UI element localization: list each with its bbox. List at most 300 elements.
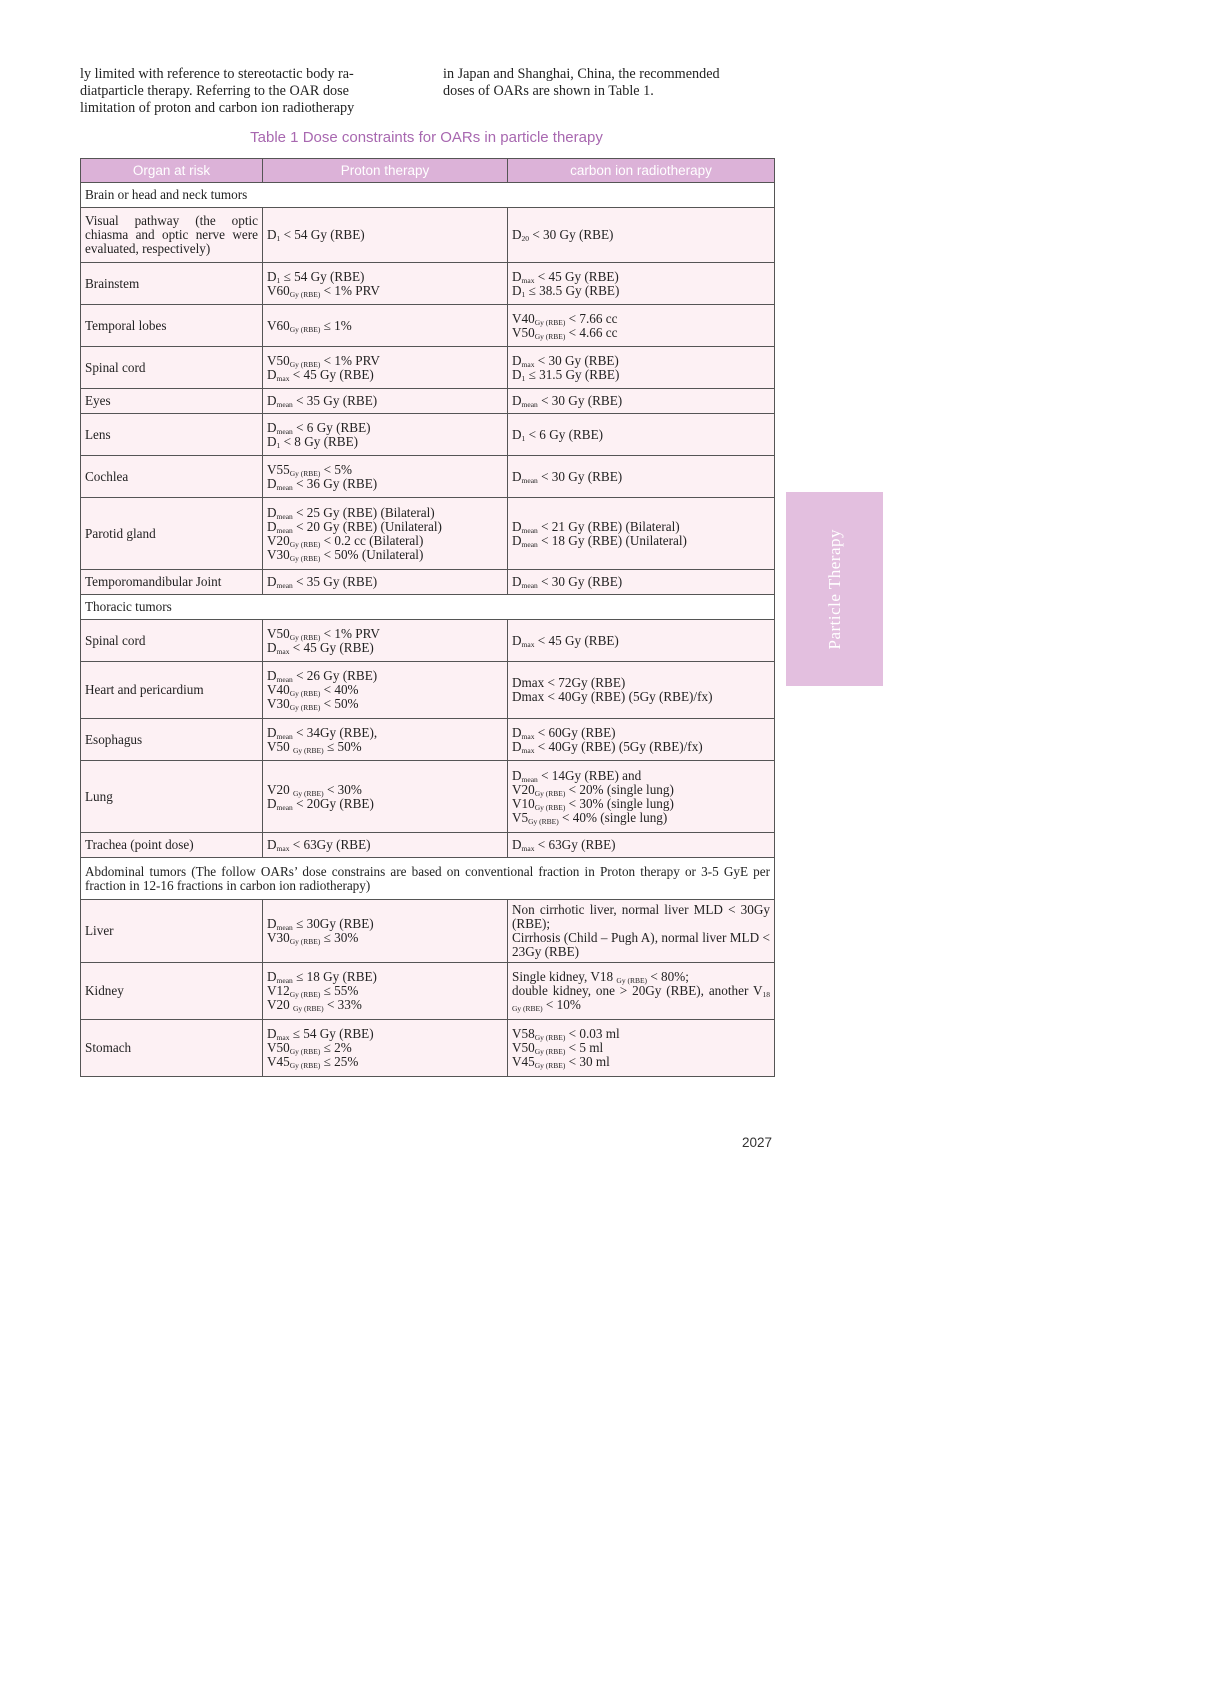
- dose-text: D: [512, 352, 522, 368]
- dose-line: [512, 228, 770, 242]
- proton-cell: [263, 719, 508, 761]
- carbon-cell: [508, 761, 775, 833]
- dose-text: < 63Gy (RBE): [534, 837, 616, 852]
- section-label: Thoracic tumors: [81, 595, 775, 620]
- dose-text: ≤ 2%: [320, 1040, 352, 1055]
- dose-text: D: [512, 738, 522, 754]
- subscript: 1: [521, 433, 526, 443]
- proton-cell: [263, 263, 508, 305]
- subscript: mean: [276, 426, 293, 436]
- table-caption: Table 1 Dose constraints for OARs in particle therapy: [250, 129, 603, 146]
- dose-line: [267, 797, 503, 811]
- dose-text: D: [512, 837, 522, 852]
- proton-cell: [263, 1020, 508, 1077]
- subscript: Gy (RBE): [289, 359, 321, 369]
- organ-cell: Temporal lobes: [81, 305, 263, 347]
- carbon-cell: [508, 570, 775, 595]
- dose-text: D: [267, 724, 277, 740]
- dose-text: D: [267, 475, 277, 491]
- dose-line: [512, 634, 770, 648]
- table-body: [81, 183, 775, 1077]
- proton-cell: [263, 662, 508, 719]
- dose-line: [512, 575, 770, 589]
- body-line: diatparticle therapy. Referring to the OAR dose: [80, 83, 349, 99]
- dose-line: [267, 697, 503, 711]
- dose-line: [267, 228, 503, 242]
- dose-text: < 30%: [323, 781, 362, 797]
- subscript: max: [521, 844, 535, 853]
- table-row: [81, 498, 775, 570]
- dose-text: ≤ 38.5 Gy (RBE): [525, 282, 620, 298]
- carbon-cell: [508, 347, 775, 389]
- carbon-cell: [508, 389, 775, 414]
- subscript: mean: [276, 802, 293, 812]
- dose-line: [267, 575, 503, 589]
- dose-text: D: [512, 366, 522, 382]
- dose-line: [267, 783, 503, 797]
- dose-text: < 1% PRV: [320, 625, 380, 641]
- dose-text: < 18 Gy (RBE) (Unilateral): [537, 532, 687, 548]
- table-row: [81, 761, 775, 833]
- carbon-cell: [508, 208, 775, 263]
- dose-line: [267, 270, 503, 284]
- dose-line: [512, 769, 770, 783]
- dose-text: < 40% (single lung): [558, 809, 668, 825]
- dose-line: [512, 354, 770, 368]
- header-proton: Proton therapy: [263, 159, 508, 183]
- dose-text: D: [512, 393, 522, 408]
- dose-text: < 1% PRV: [320, 282, 380, 298]
- dose-text: D: [267, 366, 277, 382]
- dose-line: [267, 435, 503, 449]
- organ-cell: Spinal cord: [81, 347, 263, 389]
- dose-line: [267, 548, 503, 562]
- subscript: Gy (RBE): [289, 324, 321, 334]
- dose-text: < 20% (single lung): [565, 781, 674, 797]
- dose-text: V58: [512, 1026, 535, 1041]
- carbon-cell: [508, 719, 775, 761]
- body-text-left: [80, 66, 410, 117]
- dose-line: [267, 838, 503, 852]
- subscript: 1: [276, 440, 281, 450]
- dose-line: [512, 312, 770, 326]
- body-line: limitation of proton and carbon ion radiotherapy: [80, 100, 355, 116]
- subscript: Gy (RBE): [289, 990, 321, 999]
- subscript: mean: [276, 976, 293, 985]
- table-row: [81, 456, 775, 498]
- subscript: Gy (RBE): [534, 1061, 566, 1070]
- dose-text: < 30 Gy (RBE): [537, 468, 623, 484]
- carbon-cell: [508, 1020, 775, 1077]
- carbon-cell: [508, 305, 775, 347]
- dose-text: D: [267, 795, 277, 811]
- dose-text: ≤ 31.5 Gy (RBE): [525, 366, 620, 382]
- dose-text: V60: [267, 317, 290, 333]
- dose-text: V50: [267, 625, 290, 641]
- dose-text: Dmax < 72Gy (RBE): [512, 675, 626, 690]
- dose-text: V40: [267, 682, 290, 697]
- table-row: [81, 1020, 775, 1077]
- proton-cell: [263, 963, 508, 1020]
- dose-text: < 6 Gy (RBE): [525, 426, 604, 442]
- dose-line: [267, 726, 503, 740]
- dose-text: Dmax < 40Gy (RBE) (5Gy (RBE)/fx): [512, 689, 713, 704]
- organ-cell: Liver: [81, 900, 263, 963]
- proton-cell: [263, 347, 508, 389]
- dose-text: ≤ 30%: [320, 930, 359, 945]
- table-row: [81, 662, 775, 719]
- dose-text: ≤ 55%: [320, 983, 359, 998]
- table-header-row: [81, 159, 775, 183]
- subscript: Gy (RBE): [289, 689, 321, 698]
- dose-line: [512, 797, 770, 811]
- dose-line: [512, 903, 770, 931]
- subscript: Gy (RBE): [289, 632, 321, 642]
- subscript: Gy (RBE): [534, 1033, 566, 1042]
- dose-line: [512, 984, 770, 1012]
- organ-cell: Brainstem: [81, 263, 263, 305]
- table-row: [81, 570, 775, 595]
- dose-text: < 5%: [320, 461, 352, 477]
- dose-text: D: [267, 574, 277, 589]
- subscript: max: [521, 745, 535, 755]
- subscript: 1: [276, 275, 281, 285]
- subscript: 18 Gy (RBE): [512, 990, 770, 1013]
- subscript: Gy (RBE): [534, 802, 566, 812]
- subscript: max: [276, 844, 290, 853]
- subscript: Gy (RBE): [534, 317, 566, 327]
- dose-text: D: [267, 419, 277, 435]
- organ-cell: Eyes: [81, 389, 263, 414]
- body-line: ly limited with reference to stereotactic body ra-: [80, 66, 354, 82]
- section-row: [81, 183, 775, 208]
- dose-text: V60: [267, 282, 290, 298]
- dose-text: < 36 Gy (RBE): [292, 475, 378, 491]
- dose-text: Single kidney, V18: [512, 969, 617, 984]
- dose-line: [267, 506, 503, 520]
- subscript: Gy (RBE): [534, 788, 566, 798]
- proton-cell: [263, 305, 508, 347]
- dose-text: V20: [267, 532, 290, 548]
- dose-line: [512, 470, 770, 484]
- subscript: Gy (RBE): [289, 468, 321, 478]
- dose-line: [512, 740, 770, 754]
- dose-text: < 6 Gy (RBE): [292, 419, 371, 435]
- dose-text: ≤ 54 Gy (RBE): [289, 1026, 374, 1041]
- dose-line: [267, 683, 503, 697]
- dose-line: [512, 783, 770, 797]
- dose-text: V50: [267, 738, 294, 754]
- dose-line: [512, 270, 770, 284]
- subscript: Gy (RBE): [289, 703, 321, 712]
- subscript: mean: [276, 731, 293, 741]
- dose-text: D: [512, 767, 522, 783]
- dose-text: D: [267, 837, 277, 852]
- subscript: mean: [276, 511, 293, 521]
- subscript: mean: [521, 525, 538, 535]
- dose-text: < 30 Gy (RBE): [537, 574, 623, 589]
- carbon-cell: [508, 662, 775, 719]
- dose-line: [267, 917, 503, 931]
- dose-text: V55: [267, 461, 290, 477]
- dose-text: < 1% PRV: [320, 352, 380, 368]
- proton-cell: [263, 620, 508, 662]
- dose-line: [512, 931, 770, 959]
- dose-line: [512, 676, 770, 690]
- header-organ: Organ at risk: [81, 159, 263, 183]
- dose-text: D: [267, 916, 277, 931]
- dose-line: [512, 326, 770, 340]
- dose-line: [512, 394, 770, 408]
- dose-text: < 54 Gy (RBE): [280, 227, 365, 242]
- organ-cell: Lens: [81, 414, 263, 456]
- dose-line: [512, 534, 770, 548]
- organ-cell: Cochlea: [81, 456, 263, 498]
- dose-text: < 25 Gy (RBE) (Bilateral): [292, 504, 435, 520]
- dose-text: Cirrhosis (Child – Pugh A), normal liver MLD < 23Gy (RBE): [512, 930, 770, 959]
- dose-text: < 20 Gy (RBE) (Unilateral): [292, 518, 442, 534]
- dose-text: D: [512, 426, 522, 442]
- dose-text: D: [512, 632, 522, 648]
- dose-line: [512, 284, 770, 298]
- table-row: [81, 208, 775, 263]
- subscript: max: [276, 1033, 290, 1042]
- subscript: 20: [521, 234, 530, 243]
- dose-text: ≤ 1%: [320, 317, 352, 333]
- subscript: Gy (RBE): [289, 553, 321, 563]
- subscript: Gy (RBE): [289, 289, 321, 299]
- subscript: mean: [521, 581, 538, 590]
- subscript: mean: [521, 400, 538, 409]
- dose-text: V45: [512, 1054, 535, 1069]
- dose-text: V30: [267, 696, 290, 711]
- dose-text: ≤ 50%: [323, 738, 362, 754]
- dose-line: [512, 520, 770, 534]
- dose-text: V50: [512, 1040, 535, 1055]
- proton-cell: [263, 761, 508, 833]
- subscript: max: [276, 373, 290, 383]
- dose-text: V30: [267, 546, 290, 562]
- subscript: max: [521, 275, 535, 285]
- organ-cell: Stomach: [81, 1020, 263, 1077]
- table-row: [81, 963, 775, 1020]
- dose-text: D: [267, 227, 277, 242]
- dose-line: [267, 368, 503, 382]
- dose-text: ≤ 30Gy (RBE): [292, 916, 374, 931]
- page-number: 2027: [742, 1135, 773, 1150]
- dose-text: V50: [267, 352, 290, 368]
- dose-text: ≤ 25%: [320, 1054, 359, 1069]
- dose-text: < 7.66 cc: [565, 310, 618, 326]
- dose-text: < 0.03 ml: [565, 1026, 620, 1041]
- subscript: mean: [521, 539, 538, 549]
- dose-line: [267, 627, 503, 641]
- subscript: max: [521, 731, 535, 741]
- dose-text: < 0.2 cc (Bilateral): [320, 532, 424, 548]
- dose-line: [267, 463, 503, 477]
- table-row: [81, 305, 775, 347]
- dose-text: D: [512, 468, 522, 484]
- dose-text: ≤ 18 Gy (RBE): [292, 969, 377, 984]
- organ-cell: Kidney: [81, 963, 263, 1020]
- dose-constraints-table: [80, 158, 775, 1077]
- dose-text: V20: [267, 997, 294, 1012]
- dose-text: D: [512, 574, 522, 589]
- dose-line: [267, 669, 503, 683]
- organ-cell: Spinal cord: [81, 620, 263, 662]
- dose-text: Non cirrhotic liver, normal liver MLD < 30Gy (RBE);: [512, 902, 770, 931]
- section-row: [81, 595, 775, 620]
- subscript: max: [521, 639, 535, 649]
- dose-line: [267, 1041, 503, 1055]
- table-row: [81, 620, 775, 662]
- dose-text: < 50%: [320, 696, 359, 711]
- subscript: Gy (RBE): [293, 745, 324, 755]
- dose-line: [267, 421, 503, 435]
- table-row: [81, 719, 775, 761]
- table-row: [81, 263, 775, 305]
- dose-text: V50: [267, 1040, 290, 1055]
- dose-text: D: [512, 518, 522, 534]
- dose-text: < 80%;: [647, 969, 689, 984]
- dose-text: < 20Gy (RBE): [292, 795, 374, 811]
- carbon-cell: [508, 833, 775, 858]
- proton-cell: [263, 570, 508, 595]
- dose-line: [267, 1055, 503, 1069]
- body-text-right: [443, 66, 773, 117]
- dose-text: D: [512, 227, 522, 242]
- section-label: Abdominal tumors (The follow OARs’ dose constrains are based on conventional fraction in Proton therapy or 3-5 GyE per fraction in 12-16 fractions in carbon ion radiotherapy): [81, 858, 775, 900]
- carbon-cell: [508, 414, 775, 456]
- carbon-cell: [508, 498, 775, 570]
- organ-cell: Visual pathway (the optic chiasma and optic nerve were evaluated, respectively): [81, 208, 263, 263]
- dose-text: < 4.66 cc: [565, 324, 618, 340]
- dose-line: [267, 520, 503, 534]
- dose-line: [267, 534, 503, 548]
- subscript: 1: [521, 373, 526, 383]
- proton-cell: [263, 456, 508, 498]
- dose-line: [267, 740, 503, 754]
- dose-line: [267, 984, 503, 998]
- subscript: Gy (RBE): [289, 1047, 321, 1056]
- dose-text: < 5 ml: [565, 1040, 604, 1055]
- dose-text: < 26 Gy (RBE): [292, 668, 378, 683]
- header-carbon: carbon ion radiotherapy: [508, 159, 775, 183]
- dose-text: V20: [267, 781, 294, 797]
- proton-cell: [263, 498, 508, 570]
- dose-text: < 60Gy (RBE): [534, 724, 616, 740]
- dose-text: < 35 Gy (RBE): [292, 574, 378, 589]
- dose-text: < 30% (single lung): [565, 795, 674, 811]
- dose-line: [512, 1027, 770, 1041]
- subscript: 1: [521, 289, 526, 299]
- subscript: Gy (RBE): [534, 331, 566, 341]
- dose-text: < 40%: [320, 682, 359, 697]
- section-label: Brain or head and neck tumors: [81, 183, 775, 208]
- dose-text: < 45 Gy (RBE): [289, 639, 374, 655]
- subscript: 1: [276, 234, 281, 243]
- subscript: Gy (RBE): [293, 1004, 324, 1013]
- organ-cell: Heart and pericardium: [81, 662, 263, 719]
- table-row: [81, 900, 775, 963]
- dose-line: [267, 641, 503, 655]
- dose-text: < 21 Gy (RBE) (Bilateral): [537, 518, 680, 534]
- dose-line: [512, 1041, 770, 1055]
- dose-text: < 45 Gy (RBE): [534, 632, 619, 648]
- table-row: [81, 389, 775, 414]
- dose-text: V10: [512, 795, 535, 811]
- subscript: mean: [521, 774, 538, 784]
- dose-line: [512, 690, 770, 704]
- dose-text: D: [267, 969, 277, 984]
- dose-line: [512, 726, 770, 740]
- dose-text: V30: [267, 930, 290, 945]
- dose-text: ≤ 54 Gy (RBE): [280, 268, 365, 284]
- dose-text: < 35 Gy (RBE): [292, 393, 378, 408]
- proton-cell: [263, 414, 508, 456]
- dose-text: < 50% (Unilateral): [320, 546, 424, 562]
- subscript: Gy (RBE): [616, 976, 648, 985]
- dose-text: < 30 ml: [565, 1054, 610, 1069]
- proton-cell: [263, 833, 508, 858]
- proton-cell: [263, 389, 508, 414]
- organ-cell: Lung: [81, 761, 263, 833]
- subscript: Gy (RBE): [289, 1061, 321, 1070]
- table-row: [81, 833, 775, 858]
- dose-text: V50: [512, 324, 535, 340]
- carbon-cell: [508, 263, 775, 305]
- dose-text: < 45 Gy (RBE): [289, 366, 374, 382]
- dose-text: < 14Gy (RBE) and: [537, 767, 642, 783]
- proton-cell: [263, 208, 508, 263]
- dose-text: double kidney, one > 20Gy (RBE), another V: [512, 983, 763, 998]
- dose-text: D: [267, 668, 277, 683]
- dose-text: D: [512, 268, 522, 284]
- dose-line: [267, 1027, 503, 1041]
- dose-text: < 45 Gy (RBE): [534, 268, 619, 284]
- section-row: [81, 858, 775, 900]
- carbon-cell: [508, 620, 775, 662]
- subscript: Gy (RBE): [289, 539, 321, 549]
- dose-text: < 8 Gy (RBE): [280, 433, 359, 449]
- subscript: mean: [276, 923, 293, 932]
- subscript: mean: [276, 400, 293, 409]
- body-text-columns: [80, 66, 773, 117]
- subscript: mean: [521, 475, 538, 485]
- dose-text: V12: [267, 983, 290, 998]
- dose-text: V20: [512, 781, 535, 797]
- dose-line: [267, 998, 503, 1012]
- dose-text: V45: [267, 1054, 290, 1069]
- dose-text: D: [267, 433, 277, 449]
- dose-line: [512, 1055, 770, 1069]
- dose-line: [512, 838, 770, 852]
- subscript: Gy (RBE): [534, 1047, 566, 1056]
- carbon-cell: [508, 456, 775, 498]
- dose-line: [267, 354, 503, 368]
- side-tab: [786, 492, 883, 686]
- dose-text: V40: [512, 310, 535, 326]
- organ-cell: Parotid gland: [81, 498, 263, 570]
- subscript: mean: [276, 675, 293, 684]
- dose-line: [512, 811, 770, 825]
- subscript: mean: [276, 525, 293, 535]
- subscript: Gy (RBE): [528, 816, 559, 826]
- dose-line: [267, 970, 503, 984]
- subscript: Gy (RBE): [289, 937, 321, 946]
- body-line: in Japan and Shanghai, China, the recommended: [443, 66, 720, 82]
- dose-text: < 63Gy (RBE): [289, 837, 371, 852]
